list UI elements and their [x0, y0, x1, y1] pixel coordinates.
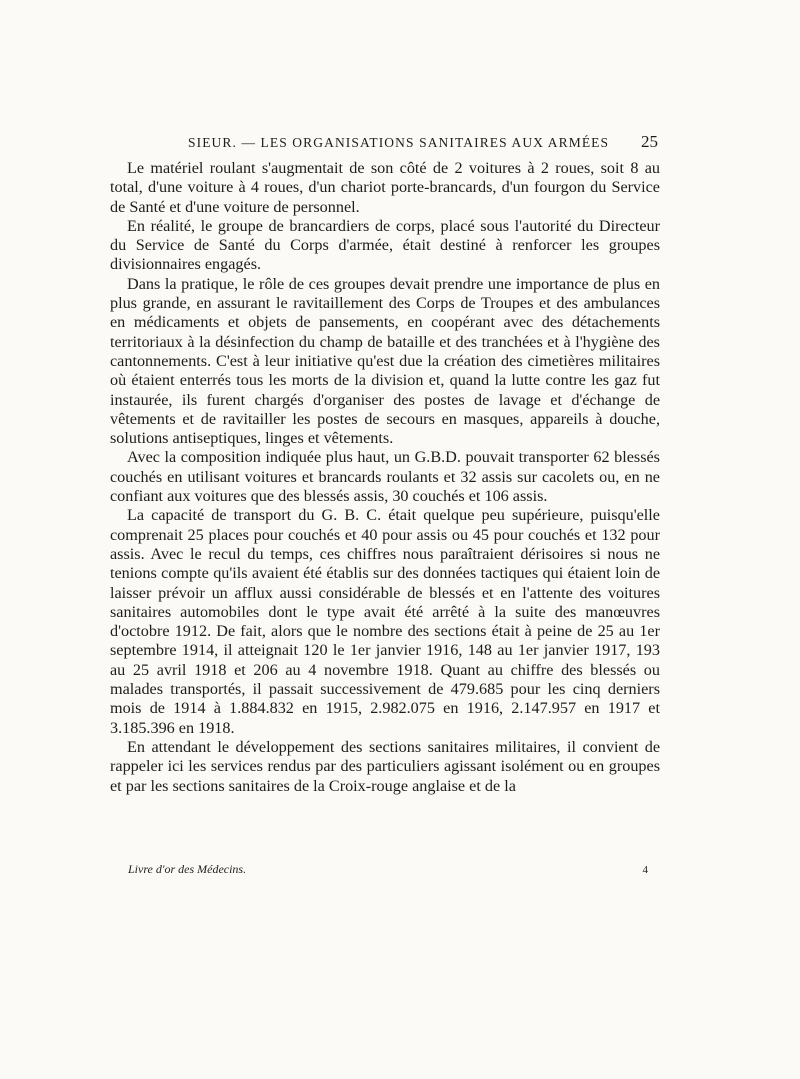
paragraph: En attendant le développement des sections sanitaires militaires, il convient de rappeler ici les services rendus par des particuliers agissant isolément ou en groupes et par les sections sanitaires de la Croix-rouge anglaise et de la: [110, 737, 660, 795]
page-footer: [128, 862, 648, 882]
signature-mark: 4: [642, 864, 648, 876]
paragraph: Dans la pratique, le rôle de ces groupes devait prendre une importance de plus en plus grande, en assurant le ravitaillement des Corps de Troupes et des ambulances en médicaments et objets de pansements, en coopérant avec des détachements territoriaux à la désinfection du champ de bataille et des tranchées et à l'hygiène des cantonnements. C'est à leur initiative qu'est due la création des cimetières militaires où étaient enterrés tous les morts de la division et, quand la lutte contre les gaz fut instaurée, ils furent chargés d'organiser des postes de lavage et d'échange de vêtements et de ravitailler les postes de secours en masques, appareils à douche, solutions antiseptiques, linges et vêtements.: [110, 274, 660, 448]
paragraph: Le matériel roulant s'augmentait de son côté de 2 voitures à 2 roues, soit 8 au total, d'une voiture à 4 roues, d'un chariot porte-brancards, d'un fourgon du Service de Santé et d'une voiture de personnel.: [110, 159, 660, 216]
paragraph: La capacité de transport du G. B. C. était quelque peu supérieure, puisqu'elle comprenait 25 places pour couchés et 40 pour assis ou 45 pour couchés et 132 pour assis. Avec le recul du temps, ces chiffres nous paraîtraient dérisoires si nous ne tenions compte qu'ils avaient été établis sur des données tactiques qui étaient loin de laisser prévoir un afflux aussi considérable de blessés et en l'attente des voitures sanitaires automobiles dont le type avait été arrêté à la suite des manœuvres d'octobre 1912. De fait, alors que le nombre des sections était à peine de 25 au 1er septembre 1914, il atteignait 120 le 1er janvier 1916, 148 au 1er janvier 1917, 193 au 25 avril 1918 et 206 au 4 novembre 1918. Quant au chiffre des blessés ou malades transportés, il passait successivement de 479.685 pour les cinq derniers mois de 1914 à 1.884.832 en 1915, 2.982.075 en 1916, 2.147.957 en 1917 et 3.185.396 en 1918.: [110, 506, 660, 737]
book-title: Livre d'or des Médecins.: [128, 862, 247, 876]
paragraph: Avec la composition indiquée plus haut, un G.B.D. pouvait transporter 62 blessés couchés en utilisant voitures et brancards roulants et 32 assis sur cacolets ou, en ne confiant aux voitures que des blessés assis, 30 couchés et 106 assis.: [110, 448, 660, 506]
body-text: [110, 159, 660, 796]
running-title: SIEUR. — LES ORGANISATIONS SANITAIRES AUX ARMÉES: [188, 135, 610, 150]
page-number: 25: [641, 132, 658, 151]
running-head: [110, 132, 658, 156]
paragraph: En réalité, le groupe de brancardiers de corps, placé sous l'autorité du Directeur du Service de Santé du Corps d'armée, était destiné à renforcer les groupes divisionnaires engagés.: [110, 216, 660, 274]
